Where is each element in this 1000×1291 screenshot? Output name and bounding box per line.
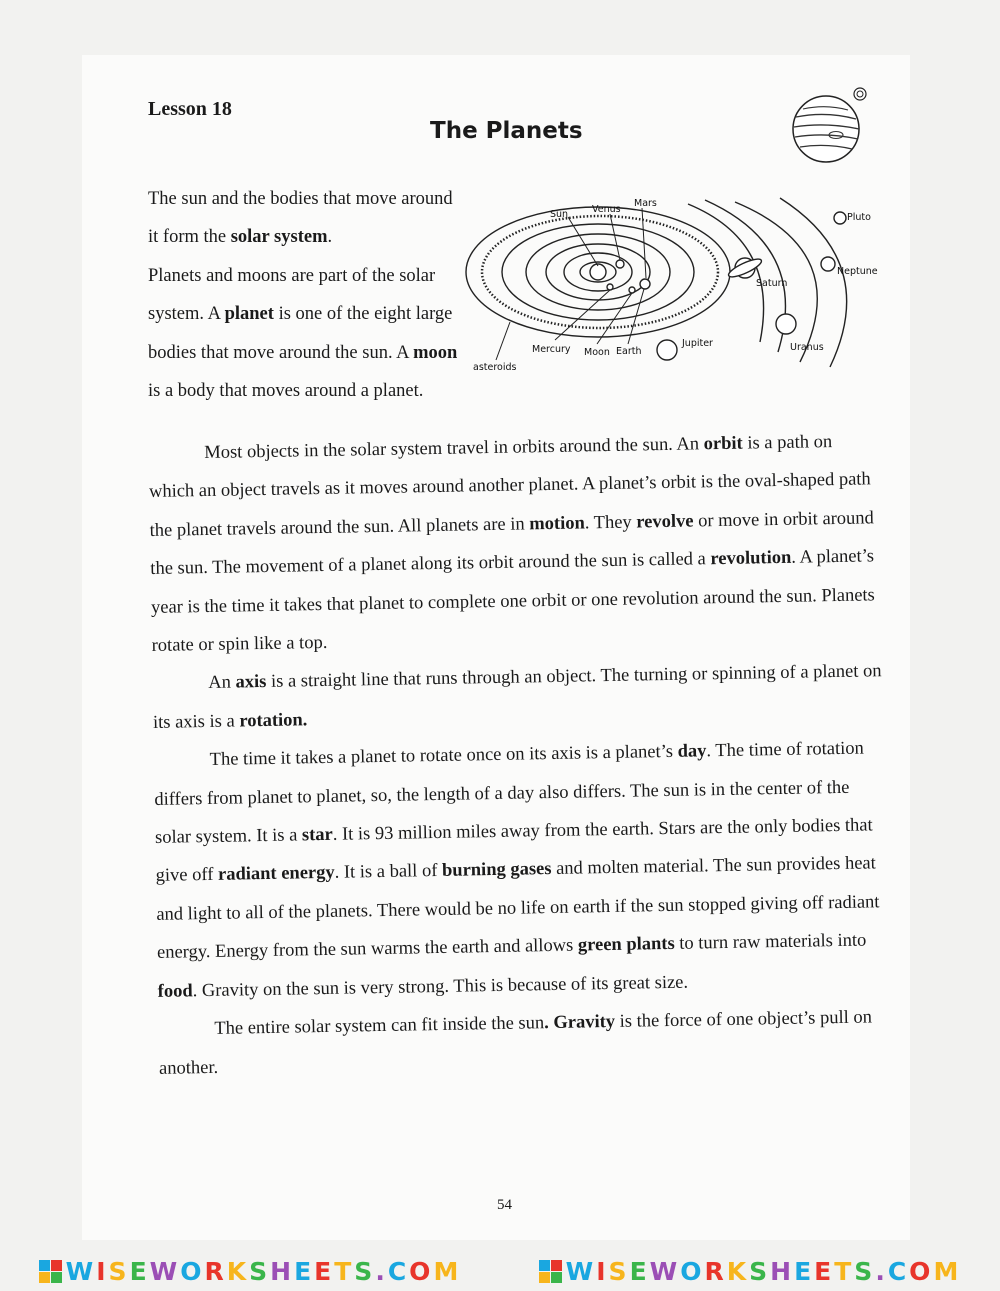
body-paragraph xyxy=(152,653,883,743)
sun xyxy=(590,264,606,280)
bold-term: motion xyxy=(529,513,585,535)
bold-term: moon xyxy=(413,342,458,363)
bold-term: revolve xyxy=(636,511,694,533)
planet-illustration xyxy=(788,85,870,167)
text-run: is the force of one object’s pull on another. xyxy=(158,1007,873,1079)
brand-text: WISEWORKSHEETS.COM xyxy=(65,1257,462,1286)
label-line xyxy=(496,322,510,360)
bold-term: green plants xyxy=(577,934,675,956)
bold-term: revolution xyxy=(710,548,792,570)
intro-paragraph xyxy=(148,257,458,411)
text-run: or move in orbit around the sun. The movement of a planet along its orbit around the sun is called a xyxy=(150,508,875,580)
lesson-number: Lesson 18 xyxy=(148,98,232,120)
bold-term: orbit xyxy=(703,433,743,455)
brand-watermark xyxy=(539,1257,962,1286)
bold-term: solar system xyxy=(230,227,328,248)
label-mercury: Mercury xyxy=(532,344,571,355)
label-asteroids: asteroids xyxy=(473,362,517,373)
bold-term: star xyxy=(301,824,333,846)
label-line xyxy=(610,214,620,260)
brand-logo xyxy=(539,1260,562,1283)
text-run: Most objects in the solar system travel in orbits around the sun. An xyxy=(204,434,704,464)
bold-term: rotation. xyxy=(239,710,308,732)
brand-logo xyxy=(39,1260,62,1283)
label-moon: Moon xyxy=(584,347,610,358)
planet xyxy=(776,314,796,334)
text-run: . The time of rotation differs from planet to planet, so, the length of a day also differs. The sun is in the center of the solar system. It is a xyxy=(154,738,864,848)
body-text xyxy=(148,422,889,1088)
text-run: The time it takes a planet to rotate once on its axis is a planet’s xyxy=(209,742,678,771)
bold-term: axis xyxy=(235,672,267,693)
page-number: 54 xyxy=(497,1197,512,1213)
body-paragraph xyxy=(158,998,889,1088)
text-run: . It is a ball of xyxy=(334,861,443,884)
label-saturn: Saturn xyxy=(756,278,788,289)
planet xyxy=(821,257,835,271)
page-title: The Planets xyxy=(430,118,583,144)
planet xyxy=(607,284,613,290)
text-run: is a body that moves around a planet. xyxy=(148,381,424,402)
label-jupiter: Jupiter xyxy=(682,338,713,349)
bold-term: day xyxy=(677,741,707,763)
text-run: The entire solar system can fit inside the sun xyxy=(214,1013,545,1040)
planet xyxy=(640,279,650,289)
label-line xyxy=(555,290,610,340)
bold-term: burning gases xyxy=(441,859,552,882)
text-run: is one of the eight large bodies that move around the sun. A xyxy=(148,304,453,363)
text-run: Planets and moons are part of the solar system. A xyxy=(148,265,436,325)
text-run: to turn raw materials into xyxy=(674,930,867,955)
body-paragraph xyxy=(153,729,888,1011)
text-run: . It is 93 million miles away from the earth. Stars are the only bodies that give off xyxy=(155,815,873,887)
brand-watermark xyxy=(39,1257,462,1286)
text-run: . Gravity on the sun is very strong. This is because of its great size. xyxy=(192,972,689,1001)
text-run: is a path on which an object travels as it moves around another planet. A planet’s orbit is the oval-shaped path the planet travels around the sun. All planets are in xyxy=(148,432,871,541)
planet xyxy=(629,287,635,293)
bold-term: radiant energy xyxy=(217,863,335,886)
text-run: and molten material. The sun provides heat and light to all of the planets. There would be no life on earth if the sun stopped giving off radiant energy. Energy from the sun warms the earth and allows xyxy=(156,853,880,964)
planet xyxy=(834,212,846,224)
planet xyxy=(657,340,677,360)
solar-system-diagram xyxy=(460,192,885,377)
text-run: . They xyxy=(584,512,637,534)
text-run: is a straight line that runs through an object. The turning or spinning of a planet on its axis is a xyxy=(152,661,882,733)
label-pluto: Pluto xyxy=(847,212,871,223)
text-run: . xyxy=(327,227,333,248)
text-run: . A planet’s year is the time it takes that planet to complete one orbit or one revolution around the sun. Planets rotate or spin like a top. xyxy=(150,546,875,656)
text-run: The sun and the bodies that move around it form the xyxy=(148,189,453,248)
intro-text xyxy=(148,180,458,410)
label-line xyxy=(628,289,644,344)
bold-term: food xyxy=(157,980,193,1002)
label-mars: Mars xyxy=(634,198,657,209)
bold-term: . Gravity xyxy=(543,1012,616,1034)
label-earth: Earth xyxy=(616,346,642,357)
intro-paragraph xyxy=(148,180,458,257)
watermark-footer xyxy=(0,1252,1000,1291)
body-paragraph xyxy=(148,422,882,665)
bold-term: planet xyxy=(224,304,274,325)
label-sun: Sun xyxy=(550,209,569,220)
planet xyxy=(616,260,624,268)
label-venus: Venus xyxy=(592,204,621,215)
text-run: An xyxy=(208,672,236,694)
label-neptune: Neptune xyxy=(837,266,878,277)
brand-text: WISEWORKSHEETS.COM xyxy=(565,1257,962,1286)
label-uranus: Uranus xyxy=(790,342,824,353)
